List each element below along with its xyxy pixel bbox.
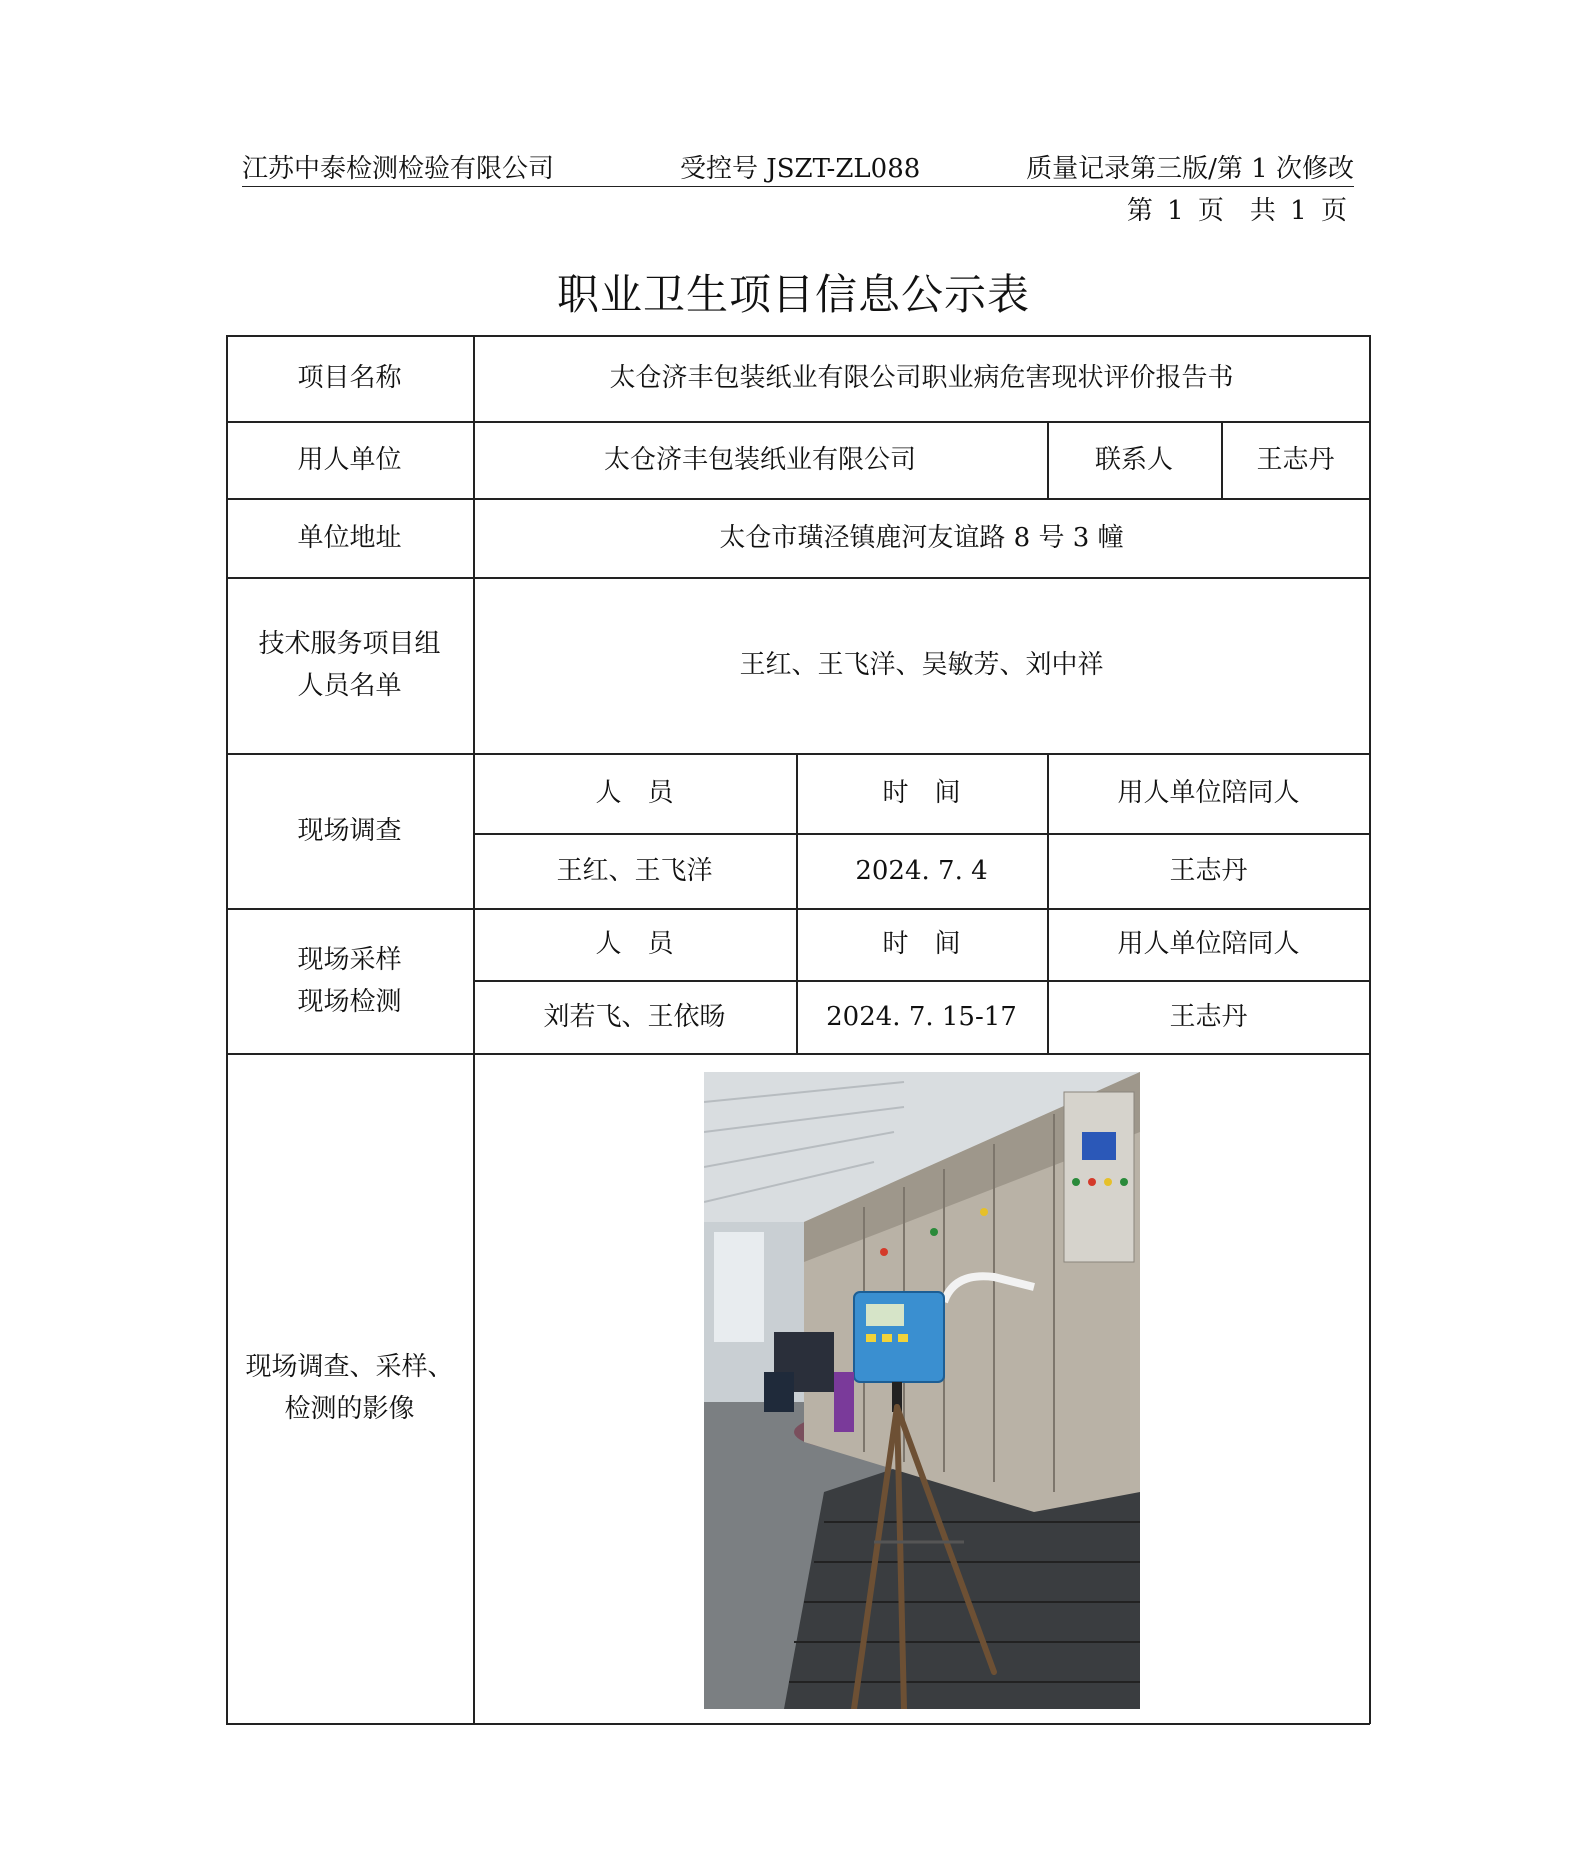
- table-border-bottom: [226, 1723, 1370, 1725]
- image-label-line1: 现场调查、采样、: [245, 1352, 454, 1382]
- header-divider: [242, 186, 1354, 187]
- employer-value: 太仓济丰包装纸业有限公司: [603, 444, 916, 475]
- site-photo: [704, 1072, 1140, 1709]
- sampling-personnel-header: 人 员: [595, 929, 674, 959]
- address-value: 太仓市璜泾镇鹿河友谊路 8 号 3 幢: [719, 522, 1124, 553]
- sampling-personnel: 刘若飞、王依旸: [543, 1001, 726, 1032]
- image-label: [226, 1053, 473, 1723]
- project-name-value: 太仓济丰包装纸业有限公司职业病危害现状评价报告书: [609, 363, 1234, 393]
- team-value: 王红、王飞洋、吴敏芳、刘中祥: [739, 650, 1104, 680]
- sampling-accompany-header: 用人单位陪同人: [1117, 929, 1300, 959]
- company-name: 江苏中泰检测检验有限公司: [242, 154, 555, 184]
- control-number: 受控号 JSZT-ZL088: [680, 154, 921, 184]
- project-name-label: 项目名称: [297, 363, 402, 393]
- image-label-line2: 检测的影像: [284, 1394, 415, 1424]
- sampling-label-line1: 现场采样: [297, 944, 402, 975]
- team-label: [226, 577, 473, 753]
- survey-label: 现场调查: [297, 815, 402, 846]
- sampling-time-header: 时 间: [882, 929, 961, 959]
- survey-time: 2024. 7. 4: [855, 855, 988, 886]
- survey-time-header: 时 间: [882, 778, 961, 808]
- employer-label: 用人单位: [297, 444, 402, 475]
- survey-accompany-header: 用人单位陪同人: [1117, 778, 1300, 808]
- sampling-time: 2024. 7. 15-17: [826, 1001, 1017, 1032]
- page-title: 职业卫生项目信息公示表: [556, 270, 1030, 319]
- contact-label: 联系人: [1094, 444, 1173, 475]
- team-label-line2: 人员名单: [297, 671, 402, 701]
- sampling-label-line2: 现场检测: [297, 986, 402, 1017]
- survey-personnel-header: 人 员: [595, 778, 674, 808]
- address-label: 单位地址: [297, 522, 402, 553]
- sampling-accompany: 王志丹: [1169, 1001, 1248, 1032]
- survey-accompany: 王志丹: [1169, 855, 1248, 886]
- contact-value: 王志丹: [1256, 444, 1335, 475]
- survey-personnel: 王红、王飞洋: [556, 855, 713, 886]
- team-label-line1: 技术服务项目组: [258, 629, 441, 659]
- edition-info: 质量记录第三版/第 1 次修改: [1026, 154, 1354, 184]
- page-info: 第 1 页 共 1 页: [1126, 196, 1347, 226]
- sampling-label: [226, 908, 473, 1053]
